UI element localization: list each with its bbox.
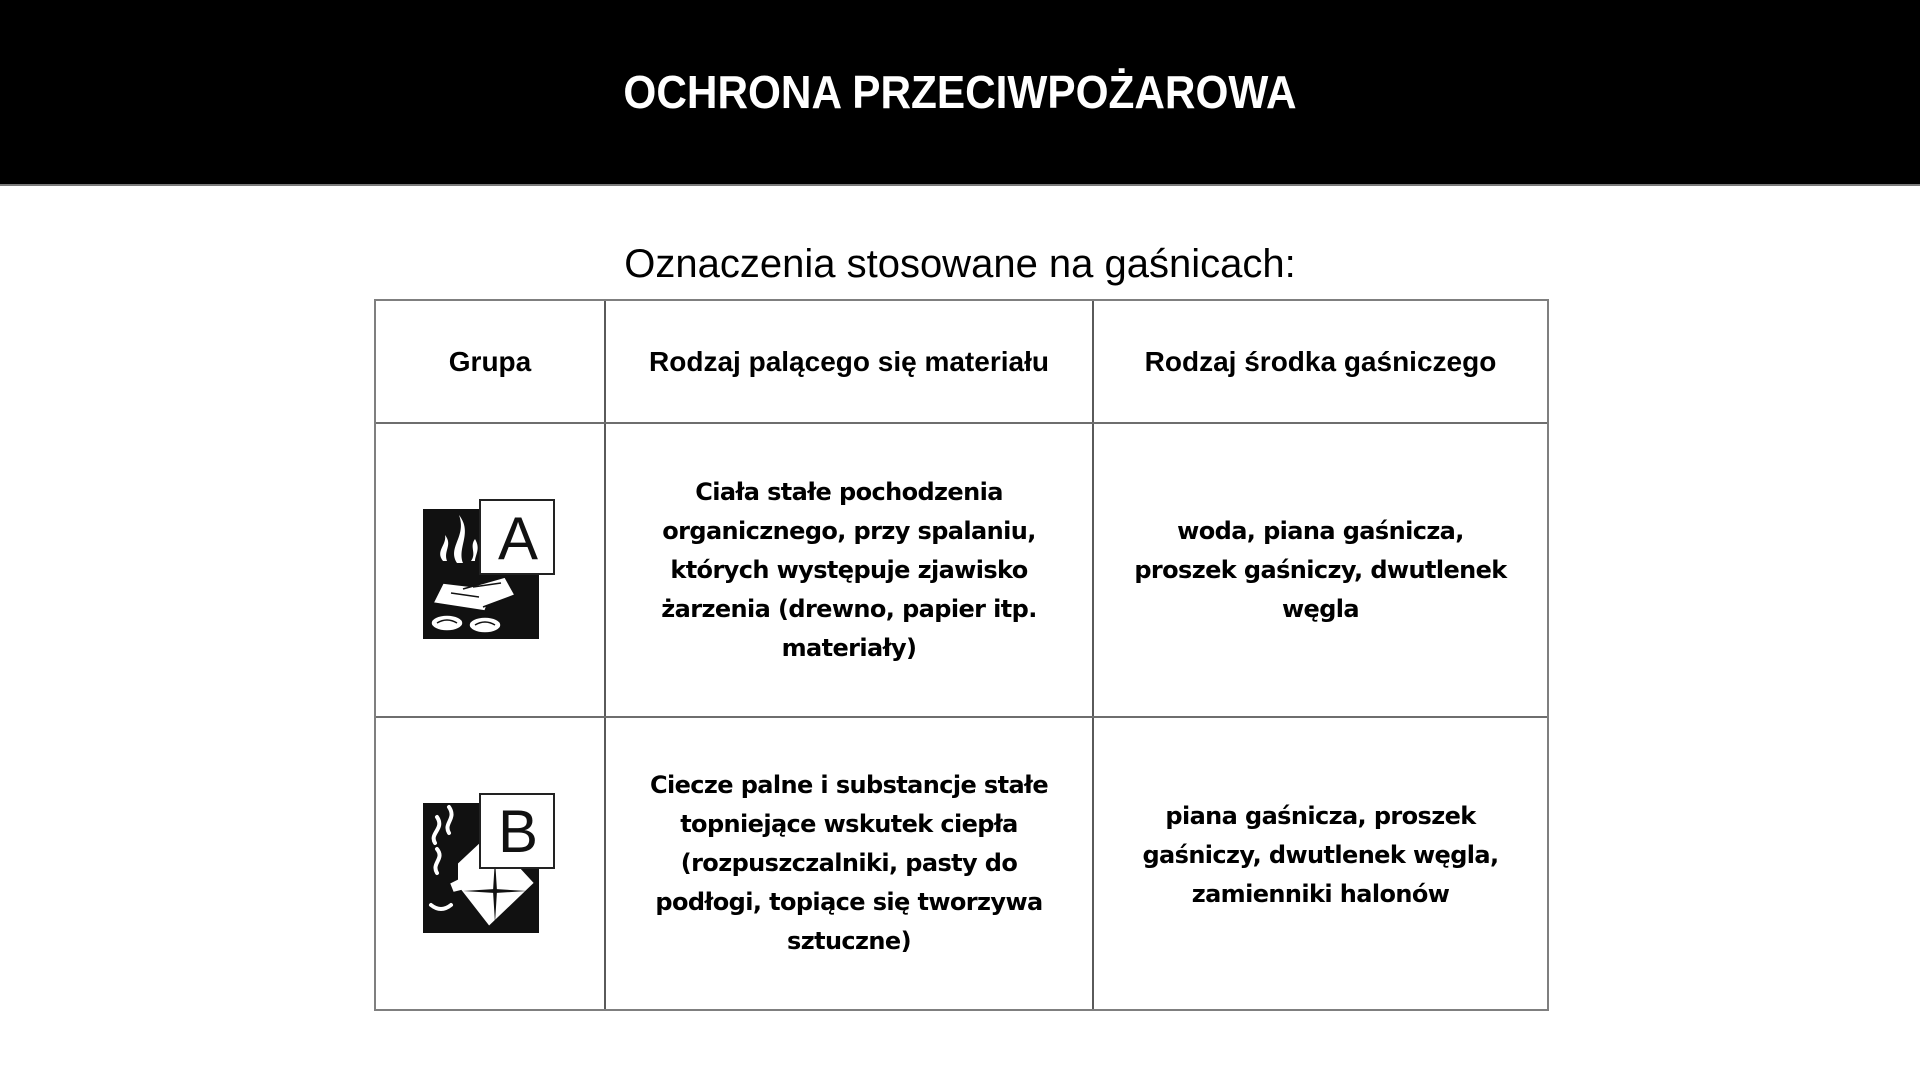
table-row-b-material: Ciecze palne i substancje stałe topniejące wskutek ciepła (rozpuszczalniki, pasty do podłogi, topiące się tworzywa sztuczne) bbox=[649, 771, 1049, 955]
table-row-a-group bbox=[376, 424, 604, 716]
table-row-a-agent: woda, piana gaśnicza, proszek gaśniczy, dwutlenek węgla bbox=[1134, 516, 1507, 623]
table-row-b-group bbox=[376, 718, 604, 1009]
subtitle: Oznaczenia stosowane na gaśnicach: bbox=[624, 242, 1296, 286]
fire-class-a-icon bbox=[423, 499, 557, 641]
column-header-material: Rodzaj palącego się materiału bbox=[649, 345, 1049, 377]
fire-class-b-icon bbox=[423, 793, 557, 935]
table-row-b-agent: piana gaśnicza, proszek gaśniczy, dwutlenek węgla, zamienniki halonów bbox=[1142, 802, 1499, 908]
group-letter: A bbox=[497, 504, 539, 572]
column-header-agent: Rodzaj środka gaśniczego bbox=[1144, 345, 1497, 377]
page-title: OCHRONA PRZECIWPOŻAROWA bbox=[623, 66, 1297, 118]
column-header-group: Grupa bbox=[448, 345, 532, 377]
table-row-a-material: Ciała stałe pochodzenia organicznego, przy spalaniu, których występuje zjawisko żarzenia (drewno, papier itp. materiały) bbox=[661, 477, 1037, 662]
title-bar bbox=[0, 0, 1920, 186]
group-letter: B bbox=[497, 798, 539, 865]
extinguisher-classes-table bbox=[374, 299, 1549, 1011]
